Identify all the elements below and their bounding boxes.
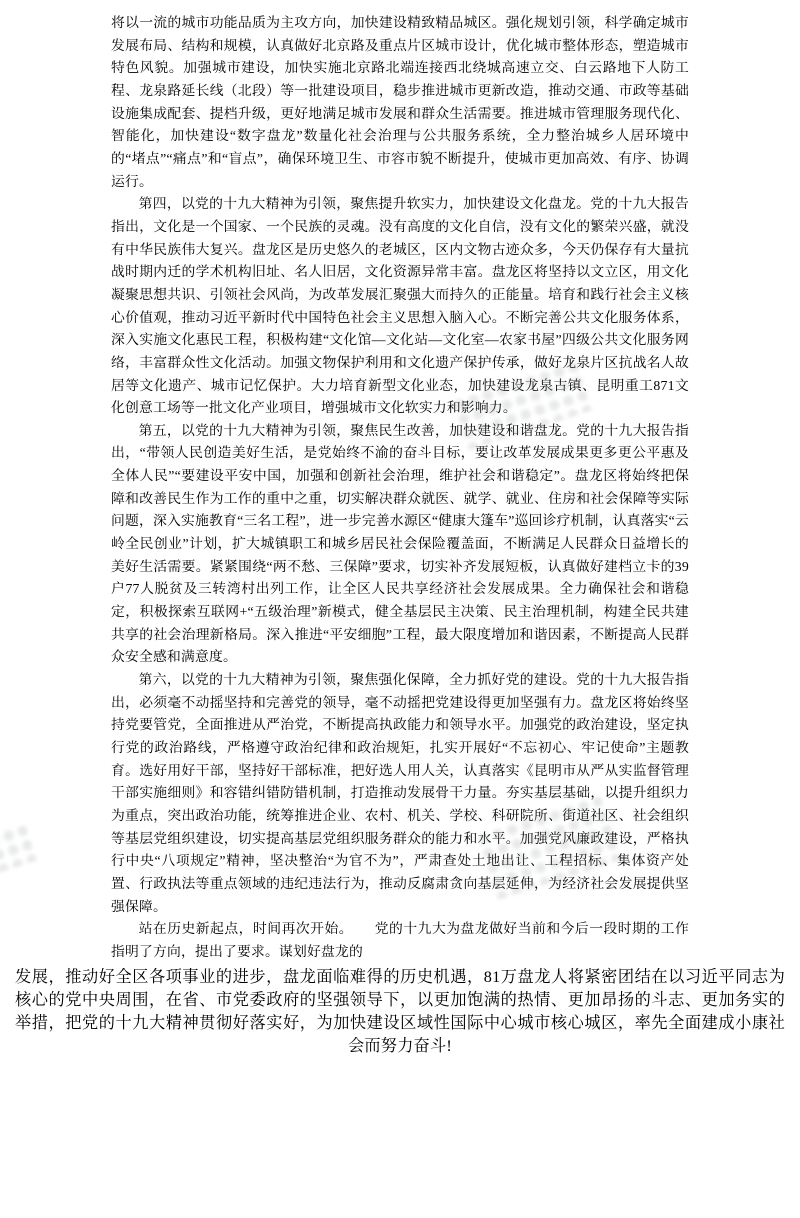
paragraph-section-six-party-building: 第六，以党的十九大精神为引领，聚焦强化保障，全力抓好党的建设。党的十九大报告指出，必须毫不动摇坚持和完善党的领导，毫不动摇把党建设得更加坚强有力。盘龙区将始终坚持党要管党，全面推进从严治党，不断提高执政能力和领导水平。加强党的政治建设，坚定执行党的政治路线，严格遵守政治纪律和政治规矩，扎实开展好“不忘初心、牢记使命”主题教育。选好用好干部，坚持好干部标准，把好选人用人关，认真落实《昆明市从严从实监督管理干部实施细则》和容错纠错防错机制，打造推动发展骨干力量。夯实基层基础，以提升组织力为重点，突出政治功能，统筹推进企业、农村、机关、学校、科研院所、街道社区、社会组织等基层党组织建设，切实提高基层党组织服务群众的能力和水平。加强党风廉政建设，严格执行中央“八项规定”精神，坚决整治“为官不为”，严肃查处土地出让、工程招标、集体资产处置、行政执法等重点领域的违纪违法行为，推动反腐肃贪向基层延伸，为经济社会发展提供坚强保障。 xyxy=(111,672,689,914)
paragraph-section-four-culture: 第四，以党的十九大精神为引领，聚焦提升软实力，加快建设文化盘龙。党的十九大报告指出，文化是一个国家、一个民族的灵魂。没有高度的文化自信，没有文化的繁荣兴盛，就没有中华民族伟大复兴。盘龙区是历史悠久的老城区，区内文物古迹众多，今天仍保存有大量抗战时期内迁的学术机构旧址、名人旧居，文化资源异常丰富。盘龙区将坚持以文立区，用文化凝聚思想共识、引领社会风尚，为改革发展汇聚强大而持久的正能量。培育和践行社会主义核心价值观，推动习近平新时代中国特色社会主义思想入脑入心。不断完善公共文化服务体系，深入实施文化惠民工程，积极构建“文化馆—文化站—文化室—农家书屋”四级公共文化服务网络，丰富群众性文化活动。加强文物保护利用和文化遗产保护传承，做好龙泉片区抗战名人故居等文化遗产、城市记忆保护。大力培育新型文化业态，加快建设龙泉古镇、昆明重工871文化创意工场等一批文化产业项目，增强城市文化软实力和影响力。 xyxy=(111,196,689,416)
watermark xyxy=(0,822,37,873)
paragraph-city-construction: 将以一流的城市功能品质为主攻方向，加快建设精致精品城区。强化规划引领，科学确定城市发展布局、结构和规模，认真做好北京路及重点片区城市设计，优化城市整体形态，塑造城市特色风貌。加强城市建设，加快实施北京路北端连接西北绕城高速立交、白云路地下人防工程、龙泉路延长线（北段）等一批建设项目，稳步推进城市更新改造，推动交通、市政等基础设施集成配套、提档升级，更好地满足城市发展和群众生活需要。推进城市管理服务现代化、智能化，加快建设“数字盘龙”数量化社会治理与公共服务系统，全力整治城乡人居环境中的“堵点”“痛点”和“盲点”，确保环境卫生、市容市貌不断提升，使城市更加高效、有序、协调运行。 xyxy=(111,15,689,189)
closing-paragraph: 发展，推动好全区各项事业的进步，盘龙面临难得的历史机遇，81万盘龙人将紧密团结在以习近平同志为核心的党中央周围，在省、市党委政府的坚强领导下，以更加饱满的热情、更加昂扬的斗志、更加务实的举措，把党的十九大精神贯彻好落实好，为加快建设区域性国际中心城市核心城区，率先全面建成小康社会而努力奋斗! xyxy=(15,967,785,1055)
paragraph-new-starting-point: 站在历史新起点，时间再次开始。 党的十九大为盘龙做好当前和今后一段时期的工作指明了方向，提出了要求。谋划好盘龙的 xyxy=(111,921,689,959)
paragraph-section-five-livelihood: 第五，以党的十九大精神为引领，聚焦民生改善，加快建设和谐盘龙。党的十九大报告指出，“带领人民创造美好生活，是党始终不渝的奋斗目标，要让改革发展成果更多更公平惠及全体人民”“要建设平安中国，加强和创新社会治理，维护社会和谐稳定”。盘龙区将始终把保障和改善民生作为工作的重中之重，切实解决群众就医、就学、就业、住房和社会保障等实际问题，深入实施教育“三名工程”，进一步完善水源区“健康大篷车”巡回诊疗机制，认真落实“云岭全民创业”计划，扩大城镇职工和城乡居民社会保险覆盖面，不断满足人民群众日益增长的美好生活需要。紧紧围绕“两不愁、三保障”要求，切实补齐发展短板，认真做好建档立卡的39户77人脱贫及三转湾村出列工作，让全区人民共享经济社会发展成果。全力确保社会和谐稳定，积极探索互联网+“五级治理”新模式，健全基层民主决策、民主治理机制，构建全民共建共享的社会治理新格局。深入推进“平安细胞”工程，最大限度增加和谐因素，不断提高人民群众安全感和满意度。 xyxy=(111,422,689,665)
document-body xyxy=(111,12,689,964)
